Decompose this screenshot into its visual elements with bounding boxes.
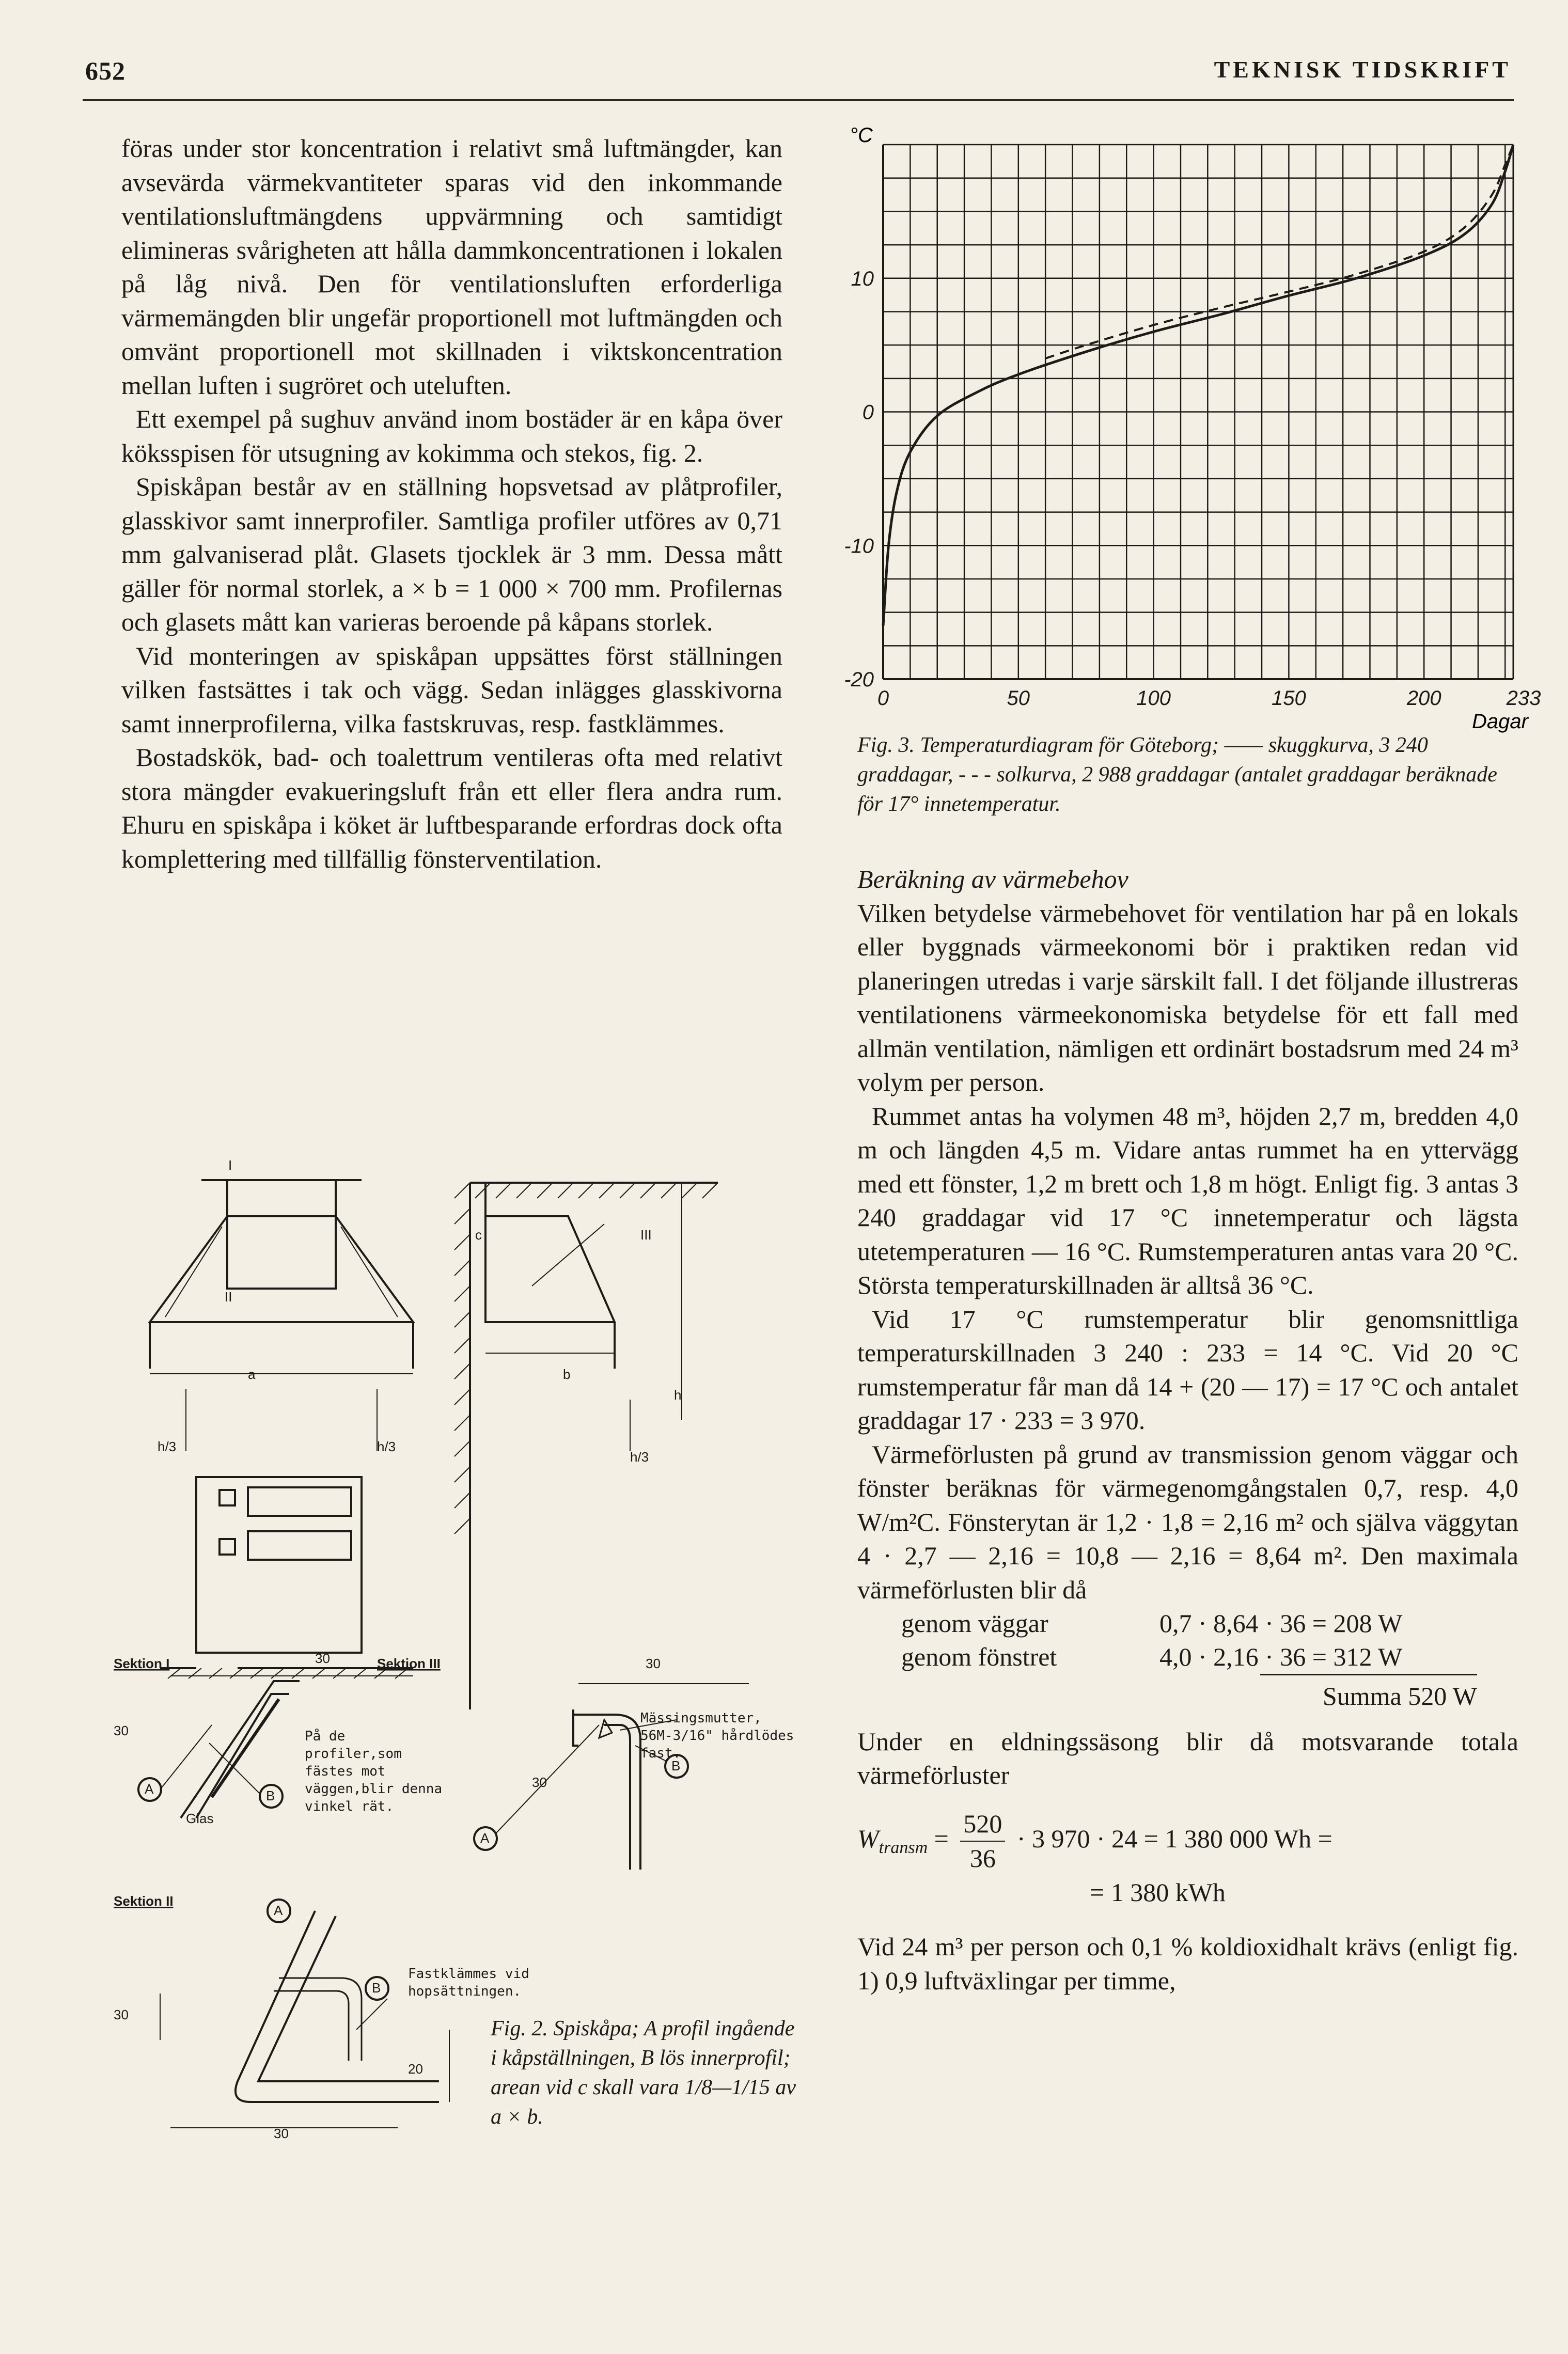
paragraph: föras under stor koncentration i relativt små luftmängder, kan avsevärda värmekvantiteter sparas vid den inkommande ventilationsluftmängdens uppvärmning och samtidigt elimineras svårigheten att hålla dammkoncentrationen i lokalen på låg nivå. Den för ventilationsluften erforderliga värmemängden blir ungefär proportionell mot luftmängden och omvänt proportionell mot skillnaden i viktskoncentration mellan luften i sugröret och uteluften. [121, 134, 782, 400]
dim-b: b [563, 1367, 571, 1382]
dim-30: 30 [646, 1656, 661, 1671]
paragraph: Ett exempel på sughuv använd inom bostäder är en kåpa över köksspisen för utsugning av kokimma och stekos, fig. 2. [121, 404, 782, 467]
formula-line2: = 1 380 kWh [1090, 1877, 1226, 1907]
paragraph: Under en eldningssäsong blir då motsvarande totala värmeförluster [857, 1727, 1518, 1790]
y-tick-label: -10 [844, 535, 874, 558]
sektion-II-label: Sektion II [114, 1893, 174, 1909]
dim-c: c [475, 1227, 482, 1243]
label-A: A [145, 1781, 154, 1797]
formula-eq: = [934, 1824, 949, 1853]
x-tick-label: 50 [1007, 687, 1030, 710]
dim-30: 30 [274, 2126, 289, 2141]
formula-lhs: W [857, 1824, 879, 1853]
dim-30: 30 [532, 1775, 547, 1790]
note-fastklammes: Fastklämmes vid hopsättningen. [408, 1966, 529, 1999]
calc-row [857, 1607, 1518, 1640]
fig3-caption: Fig. 3. Temperaturdiagram för Göteborg; —— skuggkurva, 3 240 graddagar, - - - solkurva, 2 988 graddagar (antalet graddagar beräknade för 17° innetemperatur. [857, 733, 1497, 816]
section-heading: Beräkning av värmebehov [857, 865, 1128, 893]
dim-a: a [248, 1367, 256, 1382]
calc-row [857, 1640, 1518, 1674]
paragraph: Vid 17 °C rumstemperatur blir genomsnittliga temperaturskillnaden 3 240 : 233 = 14 °C. Vid 20 °C rumstemperatur får man då 14 + (20 — 17) = 17 °C och antalet graddagar 17 · 233 = 3 970. [857, 1304, 1518, 1435]
left-column-text [121, 132, 782, 876]
label-B: B [266, 1788, 275, 1803]
series-solkurva [1045, 145, 1513, 358]
paragraph: Bostadskök, bad- och toalettrum ventileras ofta med relativt stora mängder evakueringsluft från ett eller flera andra rum. Ehuru en spiskåpa i köket är luftbesparande erfordras dock ofta komplettering med tillfällig fönsterventilation. [121, 743, 782, 873]
page-number: 652 [85, 56, 126, 85]
right-column-text [857, 847, 1518, 1998]
mark-III: III [640, 1227, 652, 1243]
dim-h3: h/3 [377, 1439, 396, 1454]
chart-grid [883, 145, 1513, 679]
fraction [960, 1807, 1005, 1876]
formula-rest: · 3 970 · 24 = 1 380 000 Wh = [1016, 1824, 1332, 1853]
dim-30: 30 [114, 2007, 129, 2022]
paragraph: Rummet antas ha volymen 48 m³, höjden 2,7 m, bredden 4,0 m och längden 4,5 m. Vidare antas rummet ha en yttervägg med ett fönster, 1,2 m brett och 1,8 m högt. Enligt fig. 3 antas 3 240 graddagar vid 17 °C innetemperatur och lägsta utetemperaturen — 16 °C. Rumstemperaturen antas vara 20 °C. Största temperaturskillnaden är alltså 36 °C. [857, 1101, 1518, 1299]
x-tick-label: 233 [1506, 687, 1541, 710]
label-B: B [671, 1758, 681, 1774]
formula [857, 1807, 1518, 1910]
label-glas: Glas [186, 1811, 214, 1826]
fraction-den: 36 [969, 1844, 996, 1873]
chart-ticks [844, 268, 1541, 710]
header-rule [83, 99, 1514, 101]
calc-expr: 4,0 · 2,16 · 36 = 312 W [1159, 1642, 1403, 1671]
sektion-III-label: Sektion III [377, 1656, 441, 1671]
sektion-I-label: Sektion I [114, 1656, 170, 1671]
summa: Summa 520 W [1260, 1674, 1477, 1714]
mark-II: II [225, 1289, 232, 1305]
fraction-num: 520 [960, 1807, 1005, 1842]
dim-30: 30 [114, 1723, 129, 1738]
dim-h: h [674, 1387, 682, 1403]
calc-label: genom väggar [901, 1609, 1048, 1638]
note-profiler: På de profiler,som fästes mot väggen,blir denna vinkel rät. [305, 1729, 443, 1814]
paragraph: Spiskåpan består av en ställning hopsvetsad av plåtprofiler, glasskivor samt innerprofiler. Samtliga profiler utföres av 0,71 mm galvaniserad plåt. Glasets tjocklek är 3 mm. Dessa mått gäller för normal storlek, a × b = 1 000 × 700 mm. Profilernas och glasets mått kan varieras beroende på kåpans storlek. [121, 472, 782, 636]
calc-label: genom fönstret [901, 1642, 1057, 1671]
x-tick-label: 0 [877, 687, 889, 710]
x-tick-label: 150 [1272, 687, 1306, 710]
mark-I: I [228, 1157, 232, 1173]
note-mutter: Mässingsmutter, 56M-3/16" hårdlödes fast. [640, 1710, 794, 1761]
label-A: A [274, 1903, 283, 1918]
label-B: B [372, 1980, 381, 1996]
y-tick-label: -20 [844, 668, 874, 691]
x-axis-label: Dagar [1472, 710, 1528, 733]
side-elevation [454, 1183, 718, 1709]
paragraph: Vid 24 m³ per person och 0,1 % koldioxidhalt krävs (enligt fig. 1) 0,9 luftväxlingar per timme, [857, 1932, 1518, 1995]
section-II [160, 1900, 449, 2128]
dim-h3: h/3 [158, 1439, 177, 1454]
fig3-temperature-chart [837, 119, 1541, 733]
y-axis-label: °C [850, 124, 873, 147]
dim-20: 20 [408, 2061, 423, 2077]
calc-expr: 0,7 · 8,64 · 36 = 208 W [1159, 1609, 1403, 1638]
series-skuggkurva [883, 145, 1513, 626]
fig2-caption: Fig. 2. Spiskåpa; A profil ingående i kåpställningen, B lös innerprofil; arean vid c skall vara 1/8—1/15 av a × b. [491, 2017, 796, 2129]
label-A: A [480, 1830, 490, 1846]
front-elevation [150, 1180, 413, 1653]
journal-title: TEKNISK TIDSKRIFT [1214, 56, 1511, 83]
paragraph: Värmeförlusten på grund av transmission genom väggar och fönster beräknas för värmegenomgångstalen 0,7, resp. 4,0 W/m²C. Fönsterytan är 1,2 · 1,8 = 2,16 m² och själva väggytan 4 · 2,7 — 2,16 = 10,8 — 2,16 = 8,64 m². Den maximala värmeförlusten blir då [857, 1439, 1518, 1604]
formula-sub: transm [879, 1838, 928, 1857]
dim-h3: h/3 [630, 1449, 649, 1465]
y-tick-label: 10 [851, 267, 874, 290]
x-tick-label: 200 [1406, 687, 1441, 710]
dim-30: 30 [315, 1651, 330, 1666]
x-tick-label: 100 [1136, 687, 1171, 710]
paragraph: Vid monteringen av spiskåpan uppsättes först ställningen vilken fastsättes i tak och vägg. Sedan inlägges glasskivorna samt innerprofilerna, vilka fastskruvas, resp. fastklämmes. [121, 641, 782, 738]
y-tick-label: 0 [862, 401, 874, 424]
paragraph: Vilken betydelse värmebehovet för ventilation har på en lokals eller byggnads värmeekonomi bör i praktiken redan vid planeringen utredas i varje särskilt fall. I det följande illustreras ventilationens värmeekonomiska betydelse för ett fall med allmän ventilation, nämligen ett ordinärt bostadsrum med 24 m³ volym per person. [857, 898, 1518, 1096]
